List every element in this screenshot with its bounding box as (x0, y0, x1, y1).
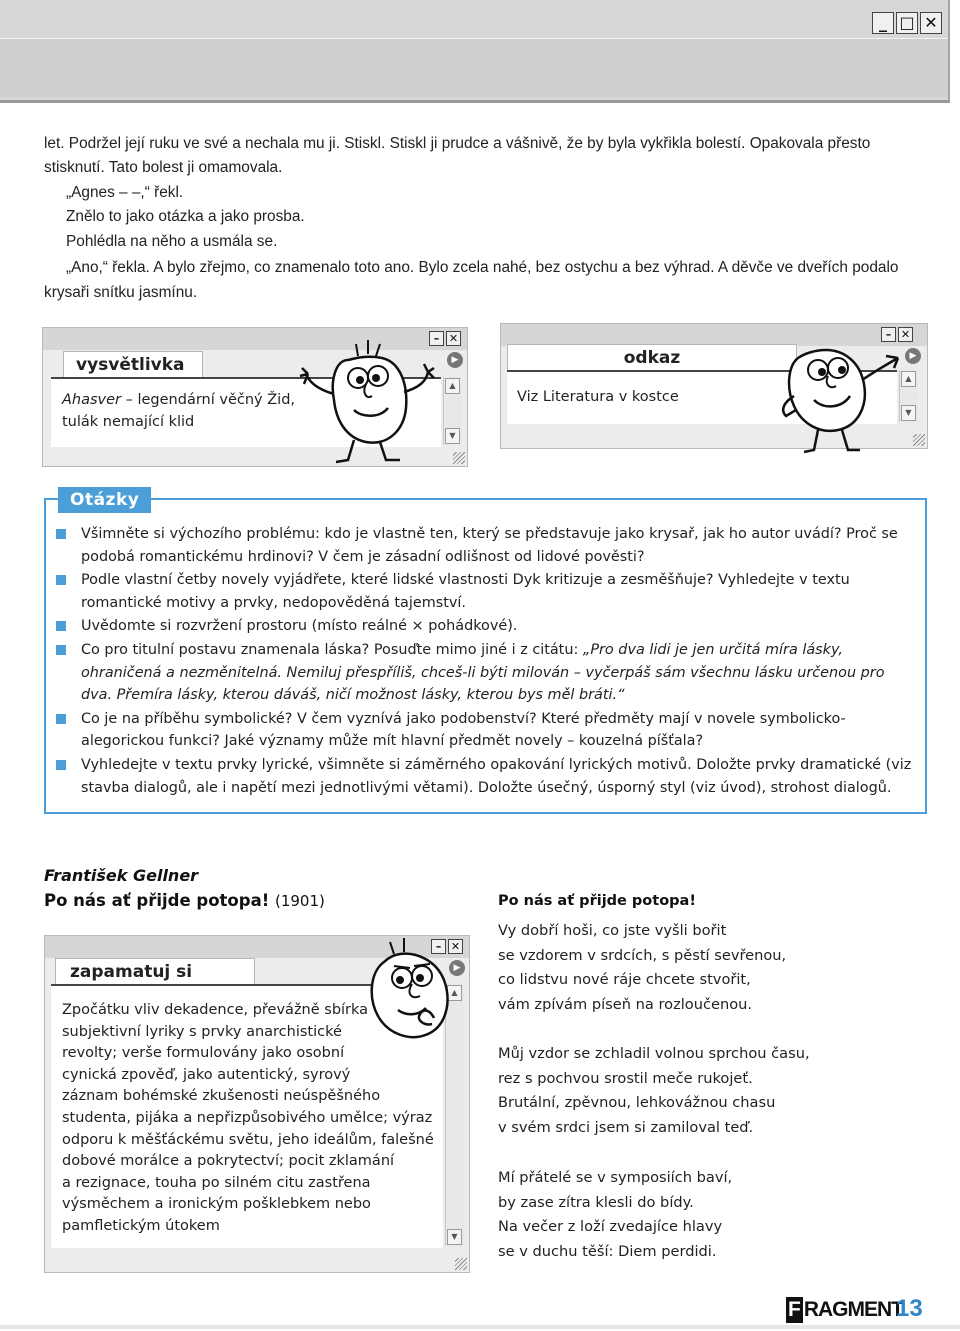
poem-stanza: Můj vzdor se zchladil volnou sprchou času, rez s pochvou srostil meče rukojeť. Brutální, zpěvnou, lehkovážnou chasu v svém srdci jsem si zamiloval teď. (498, 1045, 810, 1136)
note-scrollbar[interactable] (443, 377, 462, 445)
window-controls (872, 12, 942, 34)
scroll-down-icon[interactable]: ▼ (447, 1229, 462, 1245)
link-text[interactable]: Viz Literatura v kostce (517, 389, 679, 405)
memo-text: Zpočátku vliv dekadence, převážně sbírka subjektivní lyriky s prvky anarchistické revolty; verše formulovány jako osobní cynická zpověď, jako autentický, syrový záznam bohémské zkušenosti neúspěšného studenta, pijáka a nepřizpůsobivého umělce; výraz odporu k měšťáckému světu, jeho ideálům, falešné dobové morálce a pokrytectví; pocit zklamání a rezignace, touha po silném citu zastřena výsměchem a ironickým pošklebkem nebo pamfletickým útokem (62, 1002, 434, 1234)
story-line: „Agnes – –,“ řekl. (66, 184, 184, 201)
resize-grip-icon[interactable] (455, 1258, 467, 1270)
scroll-down-icon[interactable]: ▼ (445, 428, 460, 444)
scroll-down-icon[interactable]: ▼ (901, 405, 916, 421)
question-item: Vyhledejte v textu prvky lyrické, všimněte si záměrného opakování lyrických motivů. Doložte prvky dramatické (viz stavba dialogů, ale i napětí mezi jednotlivými větami). Doložte úsečný, úsporný styl (viz úvod), strohost dialogů. (56, 754, 912, 799)
window-toolbar (0, 38, 948, 97)
poem-title: Po nás ať přijde potopa! (498, 893, 696, 909)
question-item: Co pro titulní postavu znamenala láska? Posuďte mimo jiné i z citátu: „Pro dva lidi je jen určitá míra lásky, ohraničená a nezměnitelná. Nemiluj přespříliš, chceš-li býti milován – vyčerpáš sám všechnu lásku určenou pro dva. Přemíra lásky, kterou dáváš, ničí možnost lásky, kterou bys měl bráti.“ (56, 639, 912, 707)
minimize-icon[interactable]: – (431, 939, 446, 954)
play-icon[interactable]: ▶ (905, 348, 921, 364)
scroll-up-icon[interactable]: ▲ (901, 371, 916, 387)
cartoon-character-pointing-icon (768, 326, 904, 456)
work-year: (1901) (274, 892, 325, 910)
play-icon[interactable]: ▶ (449, 960, 465, 976)
cartoon-character-shrugging-icon (296, 330, 436, 466)
footer-rule (0, 1325, 960, 1329)
questions-list (56, 523, 912, 800)
minimize-icon[interactable]: – (429, 331, 444, 346)
poem-stanza: Mí přátelé se v symposiích baví, by zase zítra klesli do bídy. Na večer z loží zvedajíce hlavy se v duchu těší: Diem perdidi. (498, 1169, 733, 1260)
window-title-bar (0, 0, 950, 103)
note-text (62, 389, 312, 433)
page-number: 13 (896, 1295, 923, 1322)
link-tab: odkaz (507, 344, 797, 372)
minimize-icon[interactable]: _ (872, 12, 894, 34)
maximize-icon[interactable]: □ (896, 12, 918, 34)
question-item: Podle vlastní četby novely vyjádřete, které lidské vlastnosti Dyk kritizuje a zesměšňuje? Vyhledejte v textu romantické motivy a prvky, nedopověděná tajemství. (56, 569, 912, 614)
story-line: Znělo to jako otázka a jako prosba. (66, 208, 305, 225)
play-icon[interactable]: ▶ (447, 352, 463, 368)
publisher-logo: F RAGMENT (788, 1298, 903, 1321)
note-tab: vysvětlivka (63, 351, 203, 379)
resize-grip-icon[interactable] (453, 452, 465, 464)
note-definition: – legendární věčný Žid, tulák nemající klid (62, 392, 296, 430)
story-line: let. Podržel její ruku ve své a nechala mu ji. Stiskl. Stiskl ji prudce a vášnivě, že by byla vykřikla bolestí. Opakovala přesto (44, 135, 871, 152)
memo-tab: zapamatuj si (55, 958, 255, 986)
note-term: Ahasver (62, 392, 122, 408)
story-line: stisknutí. Tato bolest ji omamovala. (44, 159, 283, 176)
close-icon[interactable]: ✕ (898, 327, 913, 342)
story-line: Pohlédla na něho a usmála se. (66, 233, 278, 250)
poem-stanza: Vy dobří hoši, co jste vyšli bořit se vzdorem v srdcích, s pěstí sevřenou, co lidstvu nové ráje chcete stvořit, vám zpívám píseň na rozloučenou. (498, 922, 787, 1013)
minimize-icon[interactable]: – (881, 327, 896, 342)
story-line: krysaři snítku jasmínu. (44, 284, 198, 301)
quote: „Pro dva lidi je jen určitá míra lásky, ohraničená a nezměnitelná. Nemiluj přespříliš, chceš-li býti milován – vyčerpáš sám všechnu lásku určenou pro dva. Přemíra lásky, kterou dáváš, ničí možnost lásky, kterou bys měl bráti.“ (81, 641, 885, 704)
scroll-up-icon[interactable]: ▲ (447, 985, 462, 1001)
work-title: Po nás ať přijde potopa! (1901) (44, 891, 325, 910)
cartoon-character-thinking-icon (354, 938, 464, 1056)
questions-title: Otázky (58, 487, 151, 513)
close-icon[interactable]: ✕ (448, 939, 463, 954)
scroll-up-icon[interactable]: ▲ (445, 378, 460, 394)
resize-grip-icon[interactable] (913, 434, 925, 446)
author-name: František Gellner (44, 866, 199, 885)
question-item: Uvědomte si rozvržení prostoru (místo reálné × pohádkové). (56, 615, 912, 638)
question-item: Všimněte si výchozího problému: kdo je vlastně ten, který se představuje jako krysař, jak ho autor uvádí? Proč se podobá romantickému hrdinovi? V čem je zásadní odlišnost od lidové pověsti? (56, 523, 912, 568)
close-icon[interactable]: ✕ (446, 331, 461, 346)
close-icon[interactable]: ✕ (920, 12, 942, 34)
story-line: „Ano,“ řekla. A bylo zřejmo, co znamenalo toto ano. Bylo zcela nahé, bez ostychu a bez výhrad. A děvče ve dveřích podalo (66, 259, 899, 276)
question-item: Co je na příběhu symbolické? V čem vyznívá jako podobenství? Které předměty mají v novele symbolicko-alegorickou funkci? Jaké významy může mít hlavní předmět novely – kouzelná píšťala? (56, 708, 912, 753)
